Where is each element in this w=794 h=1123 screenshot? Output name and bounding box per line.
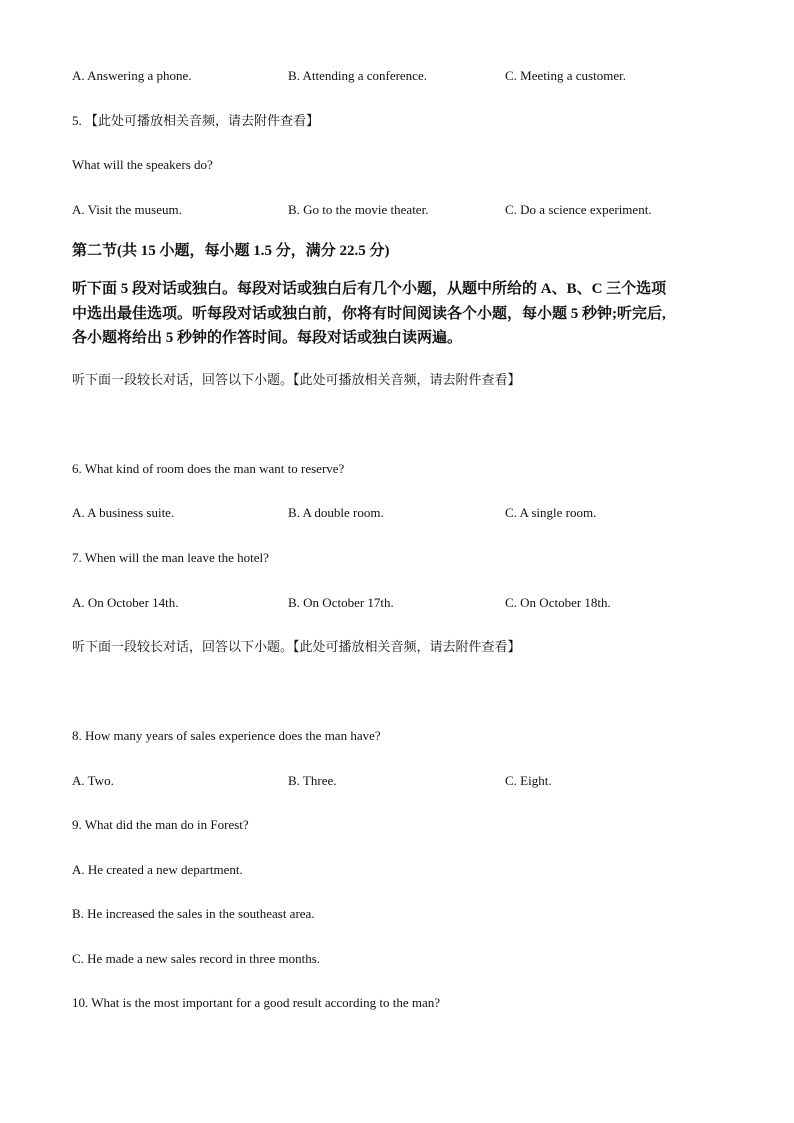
q9-option-b: B. He increased the sales in the southeast area. [72,906,315,921]
q9-question: 9. What did the man do in Forest? [72,817,249,832]
q7-option-c: C. On October 18th. [505,595,611,610]
q8-option-c: C. Eight. [505,773,552,788]
q8-options [72,773,752,789]
dialog-2-audio-prompt[interactable]: 听下面一段较长对话，回答以下小题。【此处可播放相关音频，请去附件查看】 [72,639,521,654]
q6-option-b: B. A double room. [288,505,384,520]
q7-options [72,595,752,611]
q4-option-a: A. Answering a phone. [72,68,192,83]
q4-options [72,68,752,84]
q5-options [72,202,752,218]
q8-question: 8. How many years of sales experience does the man have? [72,728,381,743]
q6-option-a: A. A business suite. [72,505,175,520]
q4-option-c: C. Meeting a customer. [505,68,626,83]
q5-audio-prompt[interactable]: 5. 【此处可播放相关音频，请去附件查看】 [72,113,320,128]
q4-option-b: B. Attending a conference. [288,68,427,83]
instruction-line-2: 中选出最佳选项。听每段对话或独白前，你将有时间阅读各个小题，每小题 5 秒钟;听完后, [72,305,666,322]
q5-option-b: B. Go to the movie theater. [288,202,429,217]
q8-option-a: A. Two. [72,773,114,788]
q5-option-a: A. Visit the museum. [72,202,182,217]
q9-option-a: A. He created a new department. [72,862,243,877]
section-2-instructions [72,277,732,351]
q6-question: 6. What kind of room does the man want to reserve? [72,461,345,476]
q7-option-a: A. On October 14th. [72,595,179,610]
q9-option-c: C. He made a new sales record in three months. [72,951,321,966]
q7-option-b: B. On October 17th. [288,595,394,610]
q7-question: 7. When will the man leave the hotel? [72,550,269,565]
instruction-line-1: 听下面 5 段对话或独白。每段对话或独白后有几个小题，从题中所给的 A、B、C 三个选项 [72,281,667,297]
section-2-heading: 第二节(共 15 小题，每小题 1.5 分，满分 22.5 分) [72,243,390,259]
q8-option-b: B. Three. [288,773,337,788]
q5-question: What will the speakers do? [72,157,213,172]
instruction-line-3: 各小题将给出 5 秒钟的作答时间。每段对话或独白读两遍。 [72,330,463,346]
q6-options [72,505,752,521]
q6-option-c: C. A single room. [505,505,597,520]
q5-option-c: C. Do a science experiment. [505,202,652,217]
q10-question: 10. What is the most important for a good result according to the man? [72,995,441,1010]
dialog-1-audio-prompt[interactable]: 听下面一段较长对话，回答以下小题。【此处可播放相关音频，请去附件查看】 [72,372,521,387]
